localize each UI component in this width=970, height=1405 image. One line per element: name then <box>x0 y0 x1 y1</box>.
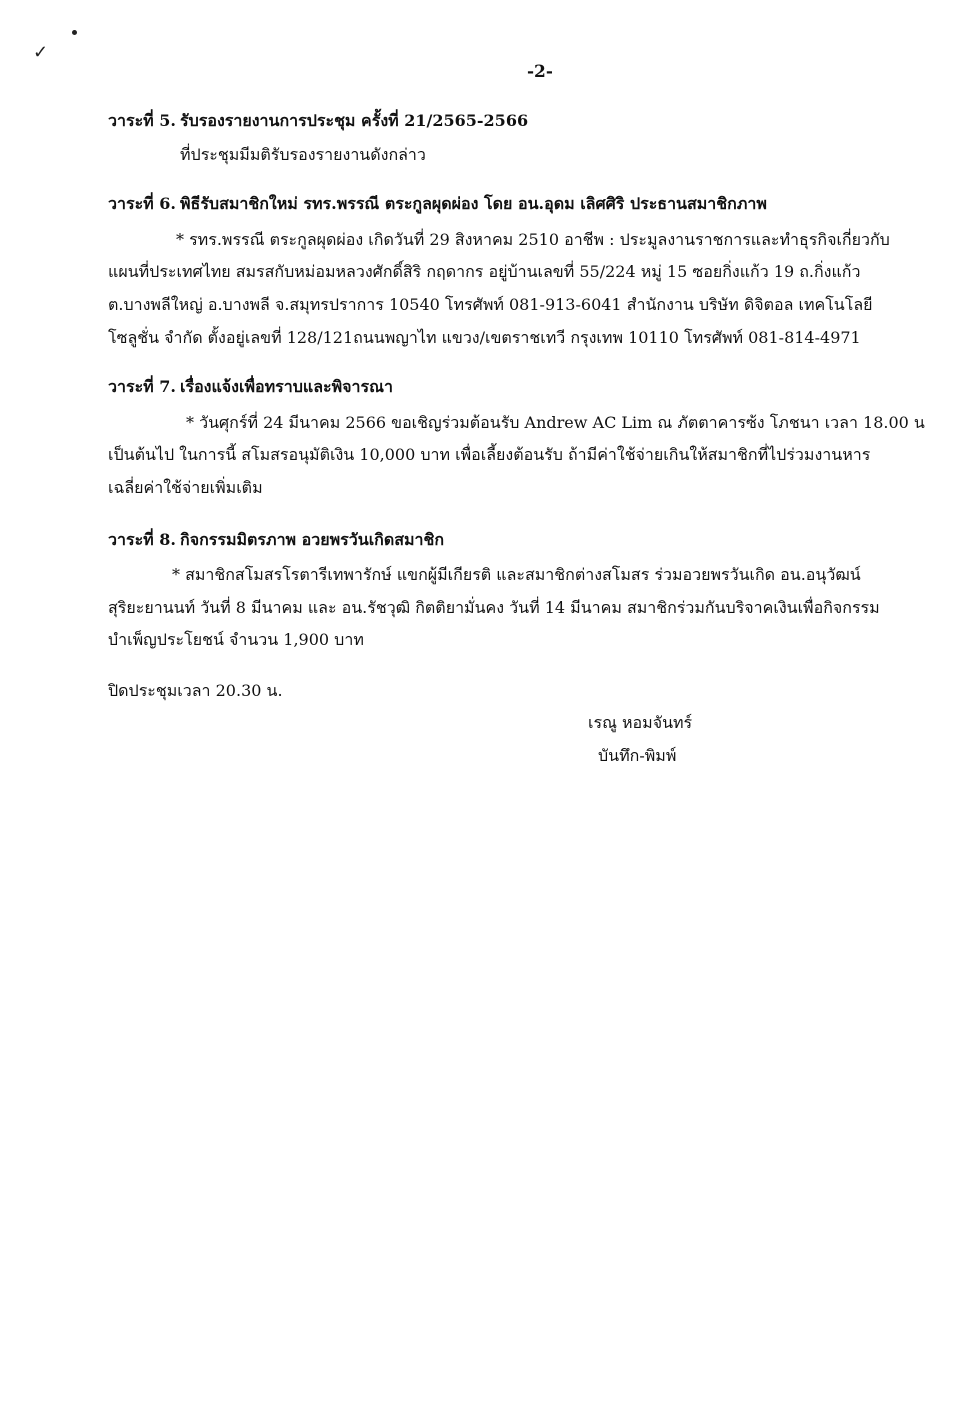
agenda-7-title: เรื่องแจ้งเพื่อทราบและพิจารณา <box>180 377 393 396</box>
agenda-7-line-1: * วันศุกร์ที่ 24 มีนาคม 2566 ขอเชิญร่วมต้อนรับ Andrew AC Lim ณ ภัตตาคารซ้ง โภชนา เวลา 18.00 น <box>186 413 925 432</box>
agenda-6-line-3: ต.บางพลีใหญ่ อ.บางพลี จ.สมุทรปราการ 10540 โทรศัพท์ 081-913-6041 สำนักงาน บริษัท ดิจิตอล เทคโนโลยี <box>108 295 873 314</box>
agenda-8-line-2: สุริยะยานนท์ วันที่ 8 มีนาคม และ อน.รัชวุฒิ กิตติยามั่นคง วันที่ 14 มีนาคม สมาชิกร่วมกันบริจาคเงินเพื่อกิจกรรม <box>108 598 880 617</box>
signature-name: เรณู หอมจันทร์ <box>588 713 693 732</box>
agenda-8-line-3: บำเพ็ญประโยชน์ จำนวน 1,900 บาท <box>108 630 364 649</box>
agenda-8-heading <box>108 529 444 551</box>
agenda-6-line-4: โซลูชั่น จำกัด ตั้งอยู่เลขที่ 128/121ถนนพญาไท แขวง/เขตราชเทวี กรุงเทพ 10110 โทรศัพท์ 081-814-4971 <box>108 328 861 347</box>
page-number: -2- <box>527 62 553 82</box>
agenda-8-label: วาระที่ 8. <box>108 530 176 549</box>
agenda-6-label: วาระที่ 6. <box>108 194 176 213</box>
agenda-7-label: วาระที่ 7. <box>108 377 176 396</box>
agenda-8-title: กิจกรรมมิตรภาพ อวยพรวันเกิดสมาชิก <box>180 530 445 549</box>
agenda-7-heading <box>108 376 393 398</box>
signature-role: บันทึก-พิมพ์ <box>598 746 677 765</box>
agenda-7-line-3: เฉลี่ยค่าใช้จ่ายเพิ่มเติม <box>108 478 263 497</box>
agenda-7-line-2: เป็นต้นไป ในการนี้ สโมสรอนุมัติเงิน 10,000 บาท เพื่อเลี้ยงต้อนรับ ถ้ามีค่าใช้จ่ายเกินให้สมาชิกที่ไปร่วมงานหาร <box>108 445 871 464</box>
meeting-closing: ปิดประชุมเวลา 20.30 น. <box>108 681 283 700</box>
agenda-6-title: พิธีรับสมาชิกใหม่ รทร.พรรณี ตระกูลผุดผ่อง โดย อน.อุดม เลิศศิริ ประธานสมาชิกภาพ <box>180 194 767 213</box>
agenda-5-label: วาระที่ 5. <box>108 111 176 130</box>
agenda-5-heading <box>108 110 528 132</box>
corner-check-mark: ✓ <box>33 42 49 63</box>
agenda-6-line-2: แผนที่ประเทศไทย สมรสกับหม่อมหลวงศักดิ์สิริ กฤดากร อยู่บ้านเลขที่ 55/224 หมู่ 15 ซอยกิ่งแก้ว 19 ถ.กิ่งแก้ว <box>108 262 861 281</box>
agenda-6-heading <box>108 193 767 215</box>
agenda-6-line-1: * รทร.พรรณี ตระกูลผุดผ่อง เกิดวันที่ 29 สิงหาคม 2510 อาชีพ : ประมูลงานราชการและทำธุรกิจเกี่ยวกับ <box>176 230 890 249</box>
agenda-5-title: รับรองรายงานการประชุม ครั้งที่ 21/2565-2566 <box>180 111 529 130</box>
agenda-8-line-1: * สมาชิกสโมสรโรตารีเทพารักษ์ แขกผู้มีเกียรติ และสมาชิกต่างสโมสร ร่วมอวยพรวันเกิด อน.อนุวัฒน์ <box>172 565 861 584</box>
agenda-5-line-1: ที่ประชุมมีมติรับรองรายงานดังกล่าว <box>180 145 426 164</box>
corner-dot-mark <box>72 30 77 35</box>
